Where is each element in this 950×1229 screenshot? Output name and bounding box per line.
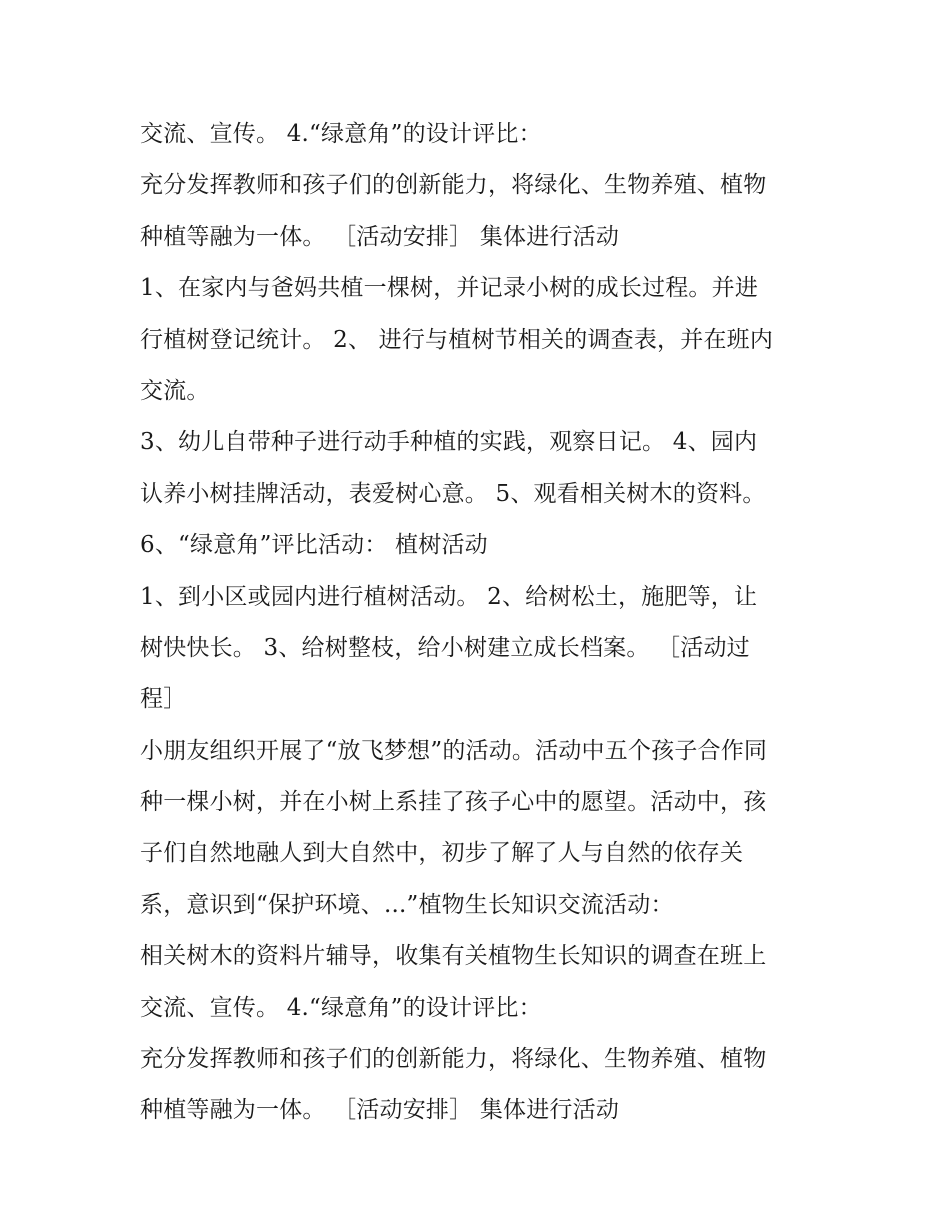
- text-line: 1、在家内与爸妈共植一棵树，并记录小树的成长过程。并进: [140, 275, 759, 302]
- text-line: 系，意识到“保护环境、...”植物生长知识交流活动：: [140, 891, 674, 918]
- text-line: 种一棵小树，并在小树上系挂了孩子心中的愿望。活动中，孩: [140, 789, 767, 816]
- text-line: 6、“绿意角”评比活动： 植树活动: [140, 532, 488, 559]
- text-line: 种植等融为一体。 ［活动安排］ 集体进行活动: [140, 1097, 620, 1124]
- text-line: 种植等融为一体。 ［活动安排］ 集体进行活动: [140, 223, 620, 250]
- text-line: 相关树木的资料片辅导，收集有关植物生长知识的调查在班上: [140, 943, 767, 970]
- text-line: 小朋友组织开展了“放飞梦想”的活动。活动中五个孩子合作同: [140, 737, 768, 764]
- text-line: 1、到小区或园内进行植树活动。 2、给树松土，施肥等，让: [140, 583, 758, 610]
- document-body: [140, 109, 820, 1137]
- text-line: 充分发挥教师和孩子们的创新能力，将绿化、生物养殖、植物: [140, 172, 767, 199]
- text-line: 程］: [140, 686, 187, 713]
- text-line: 3、幼儿自带种子进行动手种植的实践，观察日记。 4、园内: [140, 429, 758, 456]
- text-line: 交流。: [140, 377, 210, 404]
- text-line: 子们自然地融人到大自然中，初步了解了人与自然的依存关: [140, 840, 744, 867]
- text-line: 树快快长。 3、给树整枝，给小树建立成长档案。 ［活动过: [140, 634, 750, 661]
- text-line: 充分发挥教师和孩子们的创新能力，将绿化、生物养殖、植物: [140, 1046, 767, 1073]
- text-line: 交流、宣传。 4.“绿意角”的设计评比：: [140, 994, 542, 1021]
- text-line: 交流、宣传。 4.“绿意角”的设计评比：: [140, 121, 542, 147]
- text-line: 行植树登记统计。 2、 进行与植树节相关的调查表，并在班内: [140, 326, 774, 353]
- text-line: 认养小树挂牌活动，表爱树心意。 5、观看相关树木的资料。: [140, 480, 766, 507]
